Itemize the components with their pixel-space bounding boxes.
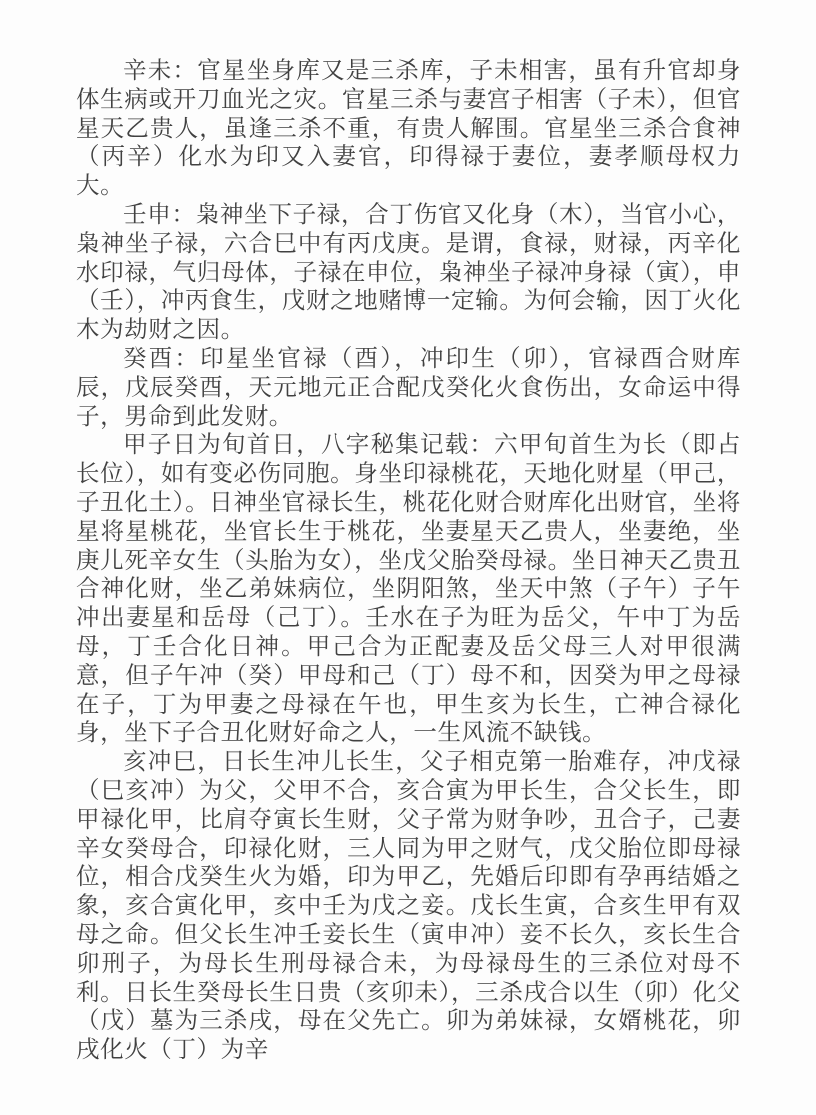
paragraph-xinwei: 辛未：官星坐身库又是三杀库，子未相害，虽有升官却身体生病或开刀血光之灾。官星三杀与妻宫子相害（子未），但官星天乙贵人，虽逢三杀不重，有贵人解围。官星坐三杀合食神（丙辛）化水为印又入妻官，印得禄于妻位，妻孝顺母权力大。 — [76, 58, 741, 200]
body-text — [76, 57, 741, 1065]
paragraph-renshen: 壬申：枭神坐下子禄，合丁伤官又化身（木），当官小心，枭神坐子禄，六合巳中有丙戊庚。是谓，食禄，财禄，丙辛化水印禄，气归母体，子禄在申位，枭神坐子禄冲身禄（寅），申（壬），冲丙食生，戊财之地赌博一定输。为何会输，因丁火化木为劫财之因。 — [76, 201, 741, 344]
paragraph-haichongsi: 亥冲巳，日长生冲儿长生，父子相克第一胎难存，冲戊禄（巳亥冲）为父，父甲不合，亥合寅为甲长生，合父长生，即甲禄化甲，比肩夺寅长生财，父子常为财争吵，丑合子，己妻辛女癸母合，印禄化财，三人同为甲之财气，戊父胎位即母禄位，相合戊癸生火为婚，印为甲乙，先婚后印即有孕再结婚之象，亥合寅化甲，亥中壬为戊之妾。戊长生寅，合亥生甲有双母之命。但父长生冲壬妾长生（寅申冲）妾不长久，亥长生合卯刑子，为母长生刑母禄合未，为母禄母生的三杀位对母不利。日长生癸母长生日贵（亥卯未），三杀戌合以生（卯）化父（戊）墓为三杀戌，母在父先亡。卯为弟妹禄，女婿桃花，卯戌化火（丁）为辛 — [76, 749, 741, 1064]
paragraph-jiazi: 甲子日为旬首日，八字秘集记载：六甲旬首生为长（即占长位），如有变必伤同胞。身坐印禄桃花，天地化财星（甲己，子丑化土）。日神坐官禄长生，桃花化财合财库化出财官，坐将星将星桃花，坐官长生于桃花，坐妻星天乙贵人，坐妻绝，坐庚儿死辛女生（头胎为女），坐戊父胎癸母禄。坐日神天乙贵丑合神化财，坐乙弟妹病位，坐阴阳煞，坐天中煞（子午）子午冲出妻星和岳母（己丁）。壬水在子为旺为岳父，午中丁为岳母，丁壬合化日神。甲己合为正配妻及岳父母三人对甲很满意，但子午冲（癸）甲母和己（丁）母不和，因癸为甲之母禄在子，丁为甲妻之母禄在午也，甲生亥为长生，亡神合禄化身，坐下子合丑化财好命之人，一生风流不缺钱。 — [76, 432, 741, 747]
paragraph-guiyou: 癸酉：印星坐官禄（酉），冲印生（卯），官禄酉合财库辰，戊辰癸酉，天元地元正合配戊癸化火食伤出，女命运中得子，男命到此发财。 — [76, 345, 741, 430]
